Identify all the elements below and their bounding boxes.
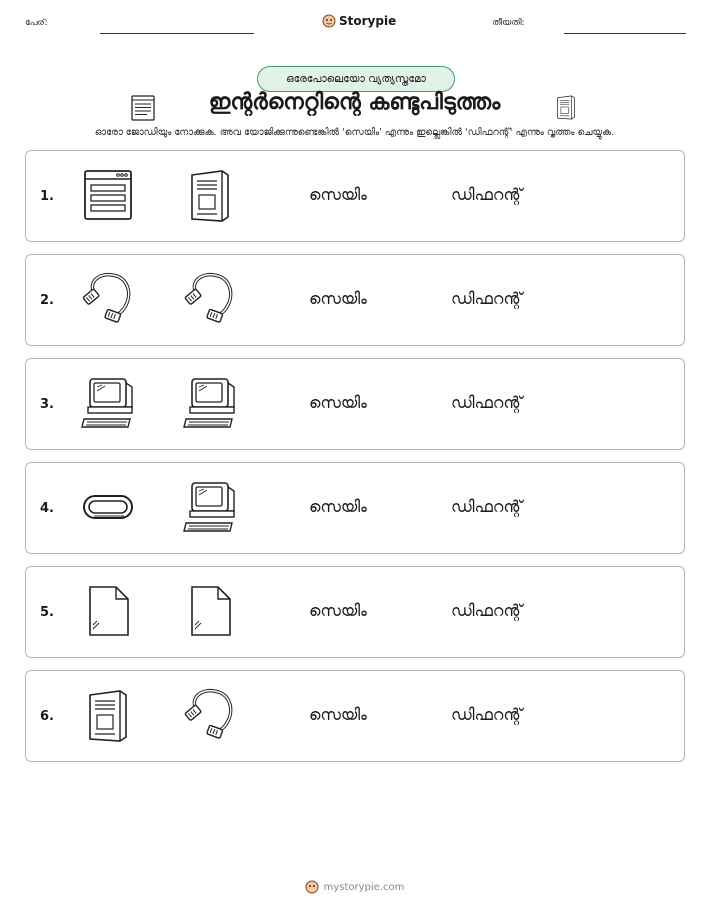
network-cable-icon [182, 687, 238, 743]
different-option[interactable]: ഡിഫറന്റ് [451, 601, 523, 620]
date-field[interactable] [564, 33, 686, 34]
worksheet-header [0, 10, 709, 40]
question-row [25, 358, 685, 450]
brand-name: Storypie [339, 14, 397, 28]
question-number: 4. [40, 501, 54, 516]
storypie-logo-icon [322, 14, 336, 28]
desktop-computer-icon [182, 479, 238, 535]
question-row [25, 670, 685, 762]
brand-logo [322, 14, 396, 28]
question-number: 6. [40, 709, 54, 724]
same-option[interactable]: സെയിം [309, 705, 367, 724]
footer-url[interactable]: mystorypie.com [323, 881, 405, 893]
question-number: 3. [40, 397, 54, 412]
webpage-icon [80, 167, 136, 223]
same-option[interactable]: സെയിം [309, 185, 367, 204]
question-row [25, 150, 685, 242]
footer [0, 880, 709, 894]
topic-badge: ഒരേപോലെയോ വ്യത്യസ്തമോ [257, 66, 455, 92]
document-icon [80, 583, 136, 639]
different-option[interactable]: ഡിഫറന്റ് [451, 705, 523, 724]
date-label: തീയതി: [492, 18, 525, 28]
question-number: 2. [40, 293, 54, 308]
server-tower-icon [553, 92, 579, 122]
different-option[interactable]: ഡിഫറന്റ് [451, 393, 523, 412]
page-title: ഇന്റർനെറ്റിന്റെ കണ്ടുപിടുത്തം [208, 90, 501, 115]
question-row [25, 462, 685, 554]
same-option[interactable]: സെയിം [309, 289, 367, 308]
network-cable-icon [182, 271, 238, 327]
name-label: പേര്: [25, 18, 48, 28]
storypie-logo-icon [305, 880, 319, 894]
name-field[interactable] [100, 33, 254, 34]
server-tower-icon [80, 687, 136, 743]
desktop-computer-icon [80, 375, 136, 431]
different-option[interactable]: ഡിഫറന്റ് [451, 289, 523, 308]
question-row [25, 566, 685, 658]
different-option[interactable]: ഡിഫറന്റ് [451, 497, 523, 516]
network-cable-icon [80, 271, 136, 327]
different-option[interactable]: ഡിഫറന്റ് [451, 185, 523, 204]
instructions: ഓരോ ജോഡിയും നോക്കുക. അവ യോജിക്കുന്നുണ്ടെങ്കിൽ 'സെയിം' എന്നും ഇല്ലെങ്കിൽ 'ഡിഫറന്റ്' എന്നും വൃത്തം ചെയ്യുക. [94, 127, 615, 138]
same-option[interactable]: സെയിം [309, 497, 367, 516]
desktop-computer-icon [182, 375, 238, 431]
same-option[interactable]: സെയിം [309, 601, 367, 620]
link-icon [80, 479, 136, 535]
document-icon [182, 583, 238, 639]
server-tower-icon [182, 167, 238, 223]
question-number: 1. [40, 189, 54, 204]
question-number: 5. [40, 605, 54, 620]
same-option[interactable]: സെയിം [309, 393, 367, 412]
question-row [25, 254, 685, 346]
